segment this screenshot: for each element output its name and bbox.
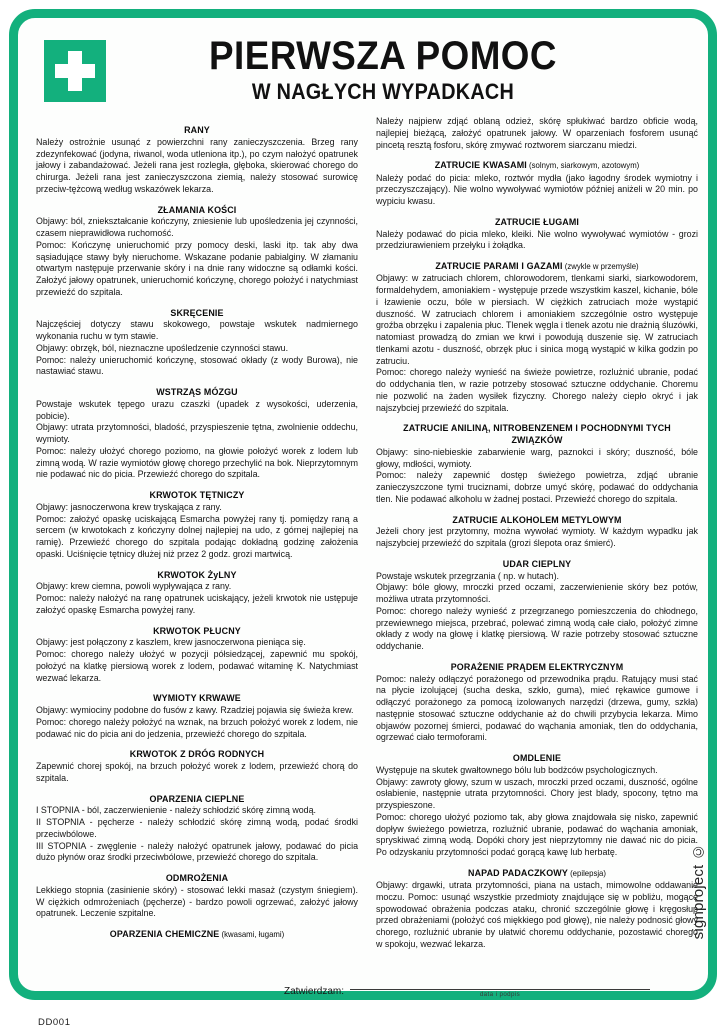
section-heading: RANY xyxy=(184,124,210,135)
section-paragraph: Objawy: drgawki, utrata przytomności, piana na ustach, mimowolne oddawanie moczu. Pomoc: usunąć wszystkie przedmioty znajdujące się w pobliżu, mogące spowodować obrażenia podczas ataku, chronić szczególnie głowę i kręgosłup przed obrażeniami (położyć coś miękkiego pod głowę), nie należy podnosić głowy chorego, rozlużnić ubranie by ułatwić choremu oddychanie, pozostawić chorego w spokoju, wezwać lekarza. xyxy=(376,880,698,949)
poster-columns xyxy=(36,116,698,951)
section-paragraph: Należy podawać do picia mleko, kleiki. Nie wolno wywoływać wymiotów - grozi przedziurawieniem przełyku i żołądka. xyxy=(376,228,698,251)
section-heading: ZATRUCIE KWASAMI (solnym, siarkowym, azotowym) xyxy=(434,159,640,171)
section-heading-qualifier: (solnym, siarkowym, azotowym) xyxy=(526,161,640,171)
section-paragraph: I STOPNIA - ból, zaczerwienienie - należy schłodzić skórę zimną wodą. xyxy=(36,805,317,816)
section-paragraph: Powstaje wskutek przegrzania ( np. w hutach). xyxy=(376,570,560,581)
section-heading: ZATRUCIE ALKOHOLEM METYLOWYM xyxy=(452,513,622,525)
section-paragraph: III STOPNIA - zwęglenie - należy nałożyć opatrunek jałowy, podawać do picia dużo płynów oraz środki przeciwbólowe, przewieźć chorego do szpitala. xyxy=(36,840,358,863)
poster-header xyxy=(36,36,690,114)
section-paragraph: Zapewnić chorej spokój, na brzuch położyć worek z lodem, przewieźć chorą do szpitala. xyxy=(36,761,358,783)
section-paragraph: Pomoc: należy unieruchomić kończynę, stosować okłady (z wody Burowa), nie nastawiać stawu. xyxy=(36,354,358,377)
brand-watermark: signproject © xyxy=(690,842,707,939)
section-paragraph: Pomoc: należy ułożyć chorego poziomo, na głowie położyć worek z lodem lub zimną wodą. W razie wymiotów głowę chorego przechylić na bok. Nieprzytomnym nie podawać nic do picia. Przewieźć chorego do szpitala. xyxy=(36,445,358,480)
section-heading: ZATRUCIE ANILINĄ, NITROBENZENEM I POCHODNYMI TYCH ZWIĄZKÓW xyxy=(403,422,671,445)
section-paragraph: Pomoc: chorego należy wynieść na świeże powietrze, rozlużnić ubranie, podać do oddychania tlen, w razie potrzeby stosować sztuczne oddychanie. Choremu nie pozwolić na żaden wysiłek fizyczny. Chorego należy ciepło okryć i jak najszybciej przewieźć do szpitala. xyxy=(376,367,698,413)
signature-line[interactable] xyxy=(350,977,650,990)
section-heading: KRWOTOK TĘTNICZY xyxy=(149,489,245,500)
section-paragraph: Objawy: w zatruciach chlorem, chlorowodorem, tlenkami siarki, siarkowodorem, formaldehydem, amoniakiem - występuje przede wszystkim kaszel, kichanie, bóle i łzawienie oczu, bóle w piersiach. W ciężkich zatruciach może wystąpić duszność. W zatruciach chlorem i amoniakiem szczególnie ostro występuje groźba obrzęku i zapalenia płuc. Tlenek węgla i tlenek azotu nie drażnią śluzówki, natomiast prowadzą do zmian we krwi i powodują duszenie się. W zatruciach tlenkami azotu - duszność, obrzęk płuc i sinica mogą wystąpić w kilka godzin po zatruciu. xyxy=(376,273,698,366)
section-paragraph: Objawy: jest połączony z kaszlem, krew jasnoczerwona pieniąca się. xyxy=(36,637,306,648)
section-heading: WYMIOTY KRWAWE xyxy=(153,692,241,704)
page-title: PIERWSZA POMOC xyxy=(209,34,557,78)
section-paragraph: Pomoc: założyć opaskę uciskającą Esmarcha powyżej rany tj. pomiędzy raną a sercem (w krwotokach z kończyny dolnej najlepiej na udo, z górnej najlepiej na ramię). Przewieźć chorego do szpitala podając dokładną godzinę założenia opaski. Uciśnięcie tętnicy dłużej niż przez 2 godz. grozi martwicą. xyxy=(36,513,358,559)
section-paragraph: Objawy: utrata przytomności, bladość, przyspieszenie tętna, zwolnienie oddechu, wymioty. xyxy=(36,422,358,444)
section-paragraph: Jeżeli chory jest przytomny, można wywołać wymioty. W każdym wypadku jak najszybciej przewieźć do szpitala (grozi ślepota oraz śmierć). xyxy=(376,526,698,548)
section-heading: OPARZENIA CIEPLNE xyxy=(149,792,245,804)
signature-caption: data i podpis xyxy=(479,990,521,998)
section-paragraph: Należy najpierw zdjąć oblaną odzież, skórę spłukiwać bardzo obficie wodą, najlepiej bieżącą, założyć opatrunek jałowy. W oparzeniach fosforem usunąć pincetą resztą fosforu, skórę zmywać roztworem siarczanu miedzi. xyxy=(376,116,698,150)
section-paragraph: Objawy: jasnoczerwona krew tryskająca z rany. xyxy=(36,501,222,512)
section-heading: KRWOTOK PŁUCNY xyxy=(153,624,241,636)
section-heading: ZATRUCIE ŁUGAMI xyxy=(494,215,580,227)
section-heading-qualifier: (kwasami, ługami) xyxy=(219,930,285,939)
section-heading: NAPAD PADACZKOWY (epilepsja) xyxy=(468,866,606,878)
section-heading: KRWOTOK Z DRÓG RODNYCH xyxy=(129,748,265,760)
poster-content xyxy=(18,18,708,998)
approval-row xyxy=(36,967,690,998)
cross-horizontal-bar xyxy=(55,64,95,78)
section-paragraph: Objawy: sino-niebieskie zabarwienie warg, paznokci i skóry; duszność, bóle głowy, mdłości, wymioty. xyxy=(376,446,698,469)
poster-titles xyxy=(36,36,690,105)
section-heading: ODMROŻENIA xyxy=(165,872,229,883)
section-paragraph: Występuje na skutek gwałtownego bólu lub bodżców psychologicznych. xyxy=(376,764,658,775)
left-column xyxy=(36,116,358,941)
section-heading: KRWOTOK ŻyLNY xyxy=(157,568,237,580)
poster-green-frame xyxy=(9,9,717,1000)
approval-label: Zatwierdzam: xyxy=(283,985,344,997)
section-paragraph: Pomoc: chorego należy ułożyć w pozycji półsiedzącej, zapewnić mu spokój, położyć na klatkę piersiową worek z lodem, podawać witaminę K. Natychmiast wezwać lekarza. xyxy=(36,649,358,683)
first-aid-cross-icon xyxy=(44,40,106,102)
section-paragraph: Pomoc: chorego należy położyć na wznak, na brzuch położyć worek z lodem, nie podawać nic do picia ani do jedzenia, przewieźć chorego do szpitala. xyxy=(36,716,358,739)
section-heading: SKRĘCENIE xyxy=(170,306,224,318)
section-heading-qualifier: (epilepsja) xyxy=(567,868,606,878)
section-paragraph: Pomoc: chorego ułożyć poziomo tak, aby głowa znajdowała się nisko, zapewnić dopływ świeżego powietrza, rozlużnić ubranie, podawać do wąchania amoniak, spryskiwać zimną wodą. Dopóki chory jest nieprzytomny nie dawać nic do picia. Po odzyskaniu przytomności podać gorącą kawę lub herbatę. xyxy=(376,811,698,857)
section-paragraph: Należy ostrożnie usunąć z powierzchni rany zanieczyszczenia. Brzeg rany zdezynfekować (jodyna, riwanol, woda utleniona itp.), po czym nałożyć opatrunek jałowy i zabandażować. Jeżeli rana jest rozległa, głęboka, skierować chorego do chirurga. Jeżeli rana jest zanieczyszczona ziemią, należy stosować surowicę przeciw-tężcową według wskazówek lekarza. xyxy=(36,136,358,194)
section-heading: WSTRZĄS MÓZGU xyxy=(156,386,238,397)
signature-field[interactable] xyxy=(350,977,650,998)
section-paragraph: Objawy: krew ciemna, powoli wypływająca z rany. xyxy=(36,581,232,592)
right-column xyxy=(376,116,698,951)
section-heading: ZATRUCIE PARAMI I GAZAMI (zwykle w przemyśle) xyxy=(435,260,639,271)
section-heading: OPARZENIA CHEMICZNE (kwasami, ługami) xyxy=(109,928,285,939)
section-paragraph: Najczęściej dotyczy stawu skokowego, powstaje wskutek nadmiernego wykonania ruchu w tym stawie. xyxy=(36,319,358,341)
section-paragraph: II STOPNIA - pęcherze - należy schłodzić skórę zimną wodą, podać środki przeciwbólowe. xyxy=(36,817,358,839)
product-code: DD001 xyxy=(38,1017,71,1028)
section-paragraph: Pomoc: należy nałożyć na ranę opatrunek uciskający, jeżeli krwotok nie ustępuje założyć opaskę Esmarcha powyżej rany. xyxy=(36,593,358,615)
section-paragraph: Pomoc: Kończynę unieruchomić przy pomocy deski, laski itp. tak aby dwa sąsiadujące stawy były nieruchome. Wskazane podanie pabialginy. W złamaniu otwartym następuje przerwanie skóry i na dnie rany widoczne są odłamki kości. Założyć jałowy opatrunek, unieruchomić kończynę, chorego położyć i natychmiast przewieźć do szpitala. xyxy=(36,239,358,297)
section-heading: ZŁAMANIA KOŚCI xyxy=(157,203,237,215)
section-paragraph: Objawy: bóle głowy, mroczki przed oczami, zaczerwienienie skóry bez potów, możliwa utrata przytomności. xyxy=(376,582,698,604)
section-heading-qualifier: (zwykle w przemyśle) xyxy=(562,262,639,271)
section-paragraph: Pomoc: należy zapewnić dostęp świeżego powietrza, zdjąć ubranie zanieczyszczone tymi truciznami, dobrze umyć skórę, podawać do oddychania tlen. Nie podawać alkoholu w żadnej postaci. Przewieźć chorego do szpitala. xyxy=(376,470,698,504)
section-paragraph: Objawy: zawroty głowy, szum w uszach, mroczki przed oczami, duszność, ogólne osłabienie, następnie utrata przytomności. Chory jest blady, spocony, tętno ma przyspieszone. xyxy=(376,776,698,810)
section-heading: PORAŻENIE PRĄDEM ELEKTRYCZNYM xyxy=(450,660,624,672)
section-paragraph: Objawy: wymiociny podobne do fusów z kawy. Rzadziej pojawia się świeża krew. xyxy=(36,705,354,715)
section-heading: OMDLENIE xyxy=(512,752,562,763)
section-paragraph: Pomoc: należy odłączyć porażonego od przewodnika prądu. Ratujący musi stać na płycie izolującej (sucha deska, szkło, guma), mieć rękawice gumowe i odłączyć porażonego za pomocą izolowanych narzędzi (drzewa, gumy, szkła) następnie stosować sztuczne oddychanie aż do chwili przybycia lekarza. Mimo objawów pozornej śmierci, podawać do wąchania amoniak, tlen do oddychania, ogrzewać ciało termoforami. xyxy=(376,673,698,743)
section-heading: UDAR CIEPLNY xyxy=(502,557,572,569)
section-paragraph: Należy podać do picia: mleko, roztwór mydła (jako łagodny środek wymiotny i przeczyszczający). Nie wolno wywoływać wymiotów później aniżeli w 20 min. po wypiciu kwasu. xyxy=(376,172,698,206)
section-paragraph: Objawy: ból, zniekształcanie kończyny, zniesienie lub upośledzenia jej czynności, czasem nieprawidłowa ruchomość. xyxy=(36,216,358,238)
section-paragraph: Pomoc: chorego należy wynieść z przegrzanego pomieszczenia do chłodnego, przewiewnego miejsca, przebrać, polewać zimną wodą całe ciało, położyć zimne okłady z wody na głowę i klatkę piersiową. W razie potrzeby stosować sztuczne oddychanie. xyxy=(376,605,698,651)
section-paragraph: Objawy: obrzęk, ból, nieznaczne upośledzenie czynności stawu. xyxy=(36,342,289,353)
section-paragraph: Lekkiego stopnia (zasinienie skóry) - stosować lekki masaż (czystym śniegiem). W ciężkich odmrożeniach (pęcherze) - bardzo powoli ogrzewać, założyć jałowy opatrunek. Leczenie szpitalne. xyxy=(36,884,358,919)
page-subtitle: W NAGŁYCH WYPADKACH xyxy=(251,78,515,104)
section-paragraph: Powstaje wskutek tępego urazu czaszki (upadek z wysokości, uderzenia, pobicie). xyxy=(36,398,358,421)
